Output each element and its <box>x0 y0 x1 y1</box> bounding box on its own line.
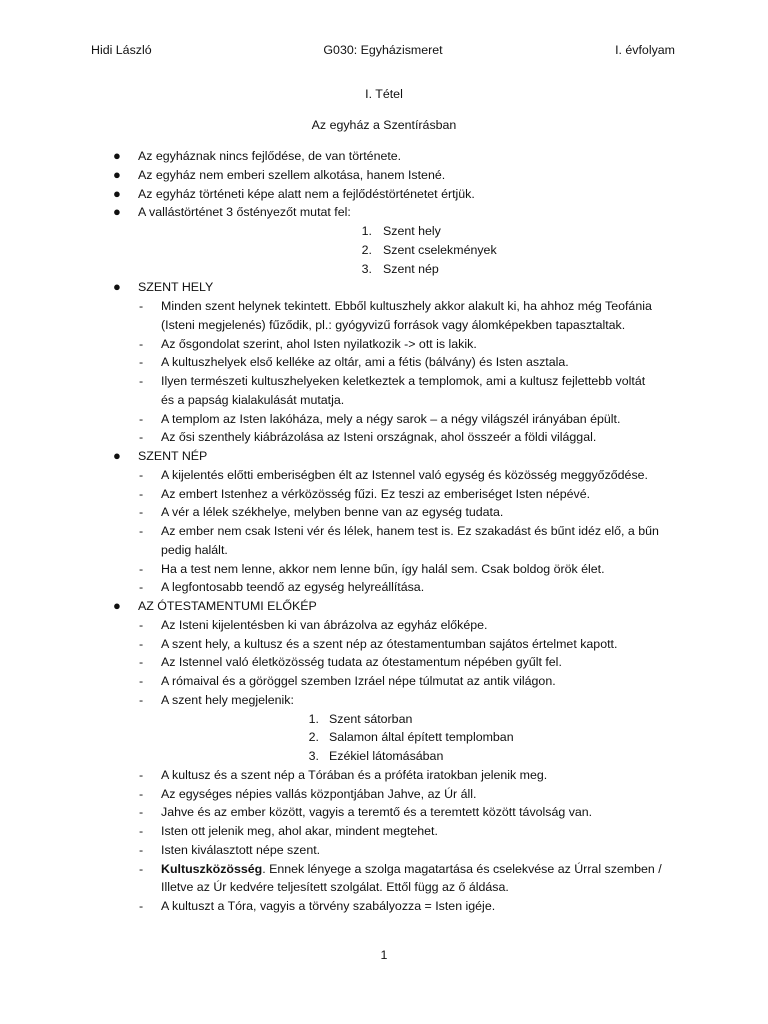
dash-marker: - <box>139 411 144 426</box>
list-item-text <box>161 860 662 879</box>
dash-marker: - <box>139 355 144 370</box>
list-item <box>0 222 768 241</box>
list-item-text: A templom az Isten lakóháza, mely a négy sarok – a négy világszél irányában épült. <box>161 411 621 426</box>
list-item-text: Az egyház nem emberi szellem alkotása, hanem Istené. <box>138 167 446 182</box>
list-item-text: A kultuszhelyek első kelléke az oltár, ami a fétis (bálvány) és Isten asztala. <box>161 355 569 370</box>
dash-marker: - <box>139 842 144 857</box>
text-rest: . Ennek lényege a szolga magatartása és cselekvése az Úrral szemben / <box>262 861 662 876</box>
dash-marker: - <box>139 786 144 801</box>
list-item-text: Az egyháznak nincs fejlődése, de van története. <box>138 149 402 163</box>
dash-marker: - <box>139 805 144 820</box>
list-item-continuation <box>0 391 768 410</box>
bullet-marker: ● <box>113 166 121 182</box>
list-item <box>0 747 768 766</box>
list-item-text: Az ember nem csak Isteni vér és lélek, hanem test is. Ez szakadást és bűnt idéz elő, a bűn <box>161 524 659 538</box>
list-item <box>0 728 768 747</box>
list-item-text: Ha a test nem lenne, akkor nem lenne bűn, így halál sem. Csak boldog örök élet. <box>161 561 605 576</box>
header-course: G030: Egyházismeret <box>323 43 443 57</box>
list-item <box>0 597 768 616</box>
list-item-text: Szent cselekmények <box>383 242 497 257</box>
page-subtitle: Az egyház a Szentírásban <box>311 118 457 132</box>
list-item <box>0 447 768 466</box>
dash-marker: - <box>139 899 144 913</box>
list-item-text: Illetve az Úr kedvére teljesített szolgálat. Ettől függ az ő áldása. <box>161 880 509 895</box>
dash-marker: - <box>139 374 144 388</box>
bold-term: Kultuszközösség <box>161 861 263 876</box>
dash-marker: - <box>139 674 144 688</box>
list-item <box>0 691 768 710</box>
list-item-text: Az Isteni kijelentésben ki van ábrázolva az egyház előképe. <box>161 617 488 632</box>
list-item <box>0 766 768 785</box>
dash-marker: - <box>139 486 144 501</box>
number-marker: 2. <box>308 730 319 745</box>
list-item <box>0 203 768 222</box>
list-item <box>0 785 768 804</box>
list-item <box>0 466 768 485</box>
number-marker: 1. <box>361 224 372 238</box>
list-item-text: Az egységes népies vallás központjában Jahve, az Úr áll. <box>161 786 477 801</box>
list-item-text: Az ősi szenthely kiábrázolása az Isteni országnak, ahol összeér a földi világgal. <box>161 430 597 445</box>
list-item-text: Minden szent helynek tekintett. Ebből kultuszhely akkor alakult ki, ha ahhoz még Teofánia <box>161 299 652 313</box>
list-item-text: Ezékiel látomásában <box>329 749 444 763</box>
list-item <box>0 635 768 654</box>
list-item <box>0 335 768 354</box>
page-header <box>91 43 675 61</box>
list-item-text: Az Istennel való életközösség tudata az ótestamentum népében gyűlt fel. <box>161 655 562 670</box>
dash-marker: - <box>139 655 144 670</box>
list-item <box>0 710 768 729</box>
page-title: I. Tétel <box>365 87 403 101</box>
list-item-text: Isten kiválasztott népe szent. <box>161 842 321 857</box>
dash-marker: - <box>139 430 144 445</box>
list-item <box>0 672 768 691</box>
list-item-text: Szent nép <box>383 261 439 276</box>
list-item-text: A vallástörténet 3 őstényezőt mutat fel: <box>138 205 351 220</box>
list-item-text: A kijelentés előtti emberiségben élt az Istennel való egység és közösség meggyőződése. <box>161 467 648 482</box>
list-item-text: Salamon által épített templomban <box>329 730 514 745</box>
list-item <box>0 166 768 185</box>
list-item <box>0 185 768 204</box>
header-year: I. évfolyam <box>615 43 675 57</box>
list-item-text: A rómaival és a göröggel szemben Izráel népe túlmutat az antik világon. <box>161 674 556 688</box>
dash-marker: - <box>139 767 144 782</box>
dash-marker: - <box>139 467 144 482</box>
list-item-text: (Isteni megjelenés) fűződik, pl.: gyógyvizű források vagy álomképekben tapasztaltak. <box>161 317 626 332</box>
page-number: 1 <box>380 948 388 962</box>
bullet-marker: ● <box>113 279 121 295</box>
dash-marker: - <box>139 636 144 651</box>
number-marker: 2. <box>361 242 372 257</box>
list-item-text: SZENT NÉP <box>138 449 208 463</box>
list-item <box>0 560 768 579</box>
list-item-text: Szent sátorban <box>329 711 413 726</box>
list-item-text: Az embert Istenhez a vérközösség fűzi. Ez teszi az emberiséget Isten népévé. <box>161 486 591 501</box>
list-item-text: A vér a lélek székhelye, melyben benne van az egység tudata. <box>161 505 504 520</box>
number-marker: 3. <box>361 261 372 276</box>
list-item <box>0 241 768 260</box>
list-item <box>0 372 768 391</box>
list-item <box>0 653 768 672</box>
document-body <box>0 147 768 916</box>
list-item-text: és a papság kialakulását mutatja. <box>161 392 345 407</box>
list-item-text: SZENT HELY <box>138 280 214 295</box>
list-item-text: Az ősgondolat szerint, ahol Isten nyilatkozik -> ott is lakik. <box>161 336 477 351</box>
header-author: Hidi László <box>91 43 152 57</box>
list-item <box>0 897 768 916</box>
list-item <box>0 503 768 522</box>
number-marker: 1. <box>308 711 319 726</box>
list-item-text: Az egyház történeti képe alatt nem a fejlődéstörténetet értjük. <box>138 186 475 201</box>
list-item-text: A legfontosabb teendő az egység helyreállítása. <box>161 580 425 595</box>
list-item-continuation <box>0 316 768 335</box>
list-item <box>0 860 768 879</box>
list-item-text: A kultuszt a Tóra, vagyis a törvény szabályozza = Isten igéje. <box>161 899 496 913</box>
list-item <box>0 278 768 297</box>
list-item <box>0 428 768 447</box>
bullet-marker: ● <box>113 598 121 613</box>
number-marker: 3. <box>308 749 319 763</box>
list-item-text: Szent hely <box>383 224 441 238</box>
dash-marker: - <box>139 861 144 876</box>
list-item <box>0 485 768 504</box>
list-item-text: A szent hely megjelenik: <box>161 692 294 707</box>
dash-marker: - <box>139 561 144 576</box>
dash-marker: - <box>139 336 144 351</box>
dash-marker: - <box>139 299 144 313</box>
dash-marker: - <box>139 524 144 538</box>
list-item-text: Jahve és az ember között, vagyis a teremtő és a teremtett között távolság van. <box>161 805 593 820</box>
bullet-marker: ● <box>113 448 121 463</box>
list-item <box>0 803 768 822</box>
dash-marker: - <box>139 617 144 632</box>
list-item-text: A szent hely, a kultusz és a szent nép az ótestamentumban sajátos értelmet kapott. <box>161 636 618 651</box>
dash-marker: - <box>139 580 144 595</box>
list-item-continuation <box>0 541 768 560</box>
list-item <box>0 147 768 166</box>
list-item <box>0 522 768 541</box>
list-item <box>0 616 768 635</box>
dash-marker: - <box>139 824 144 838</box>
bullet-marker: ● <box>113 185 121 201</box>
list-item <box>0 353 768 372</box>
list-item-text: Ilyen természeti kultuszhelyeken keletkeztek a templomok, ami a kultusz fejlettebb voltát <box>161 374 646 388</box>
list-item <box>0 260 768 279</box>
bullet-marker: ● <box>113 148 121 163</box>
list-item-text: AZ ÓTESTAMENTUMI ELŐKÉP <box>138 599 317 613</box>
list-item <box>0 822 768 841</box>
list-item-text: pedig halált. <box>161 542 228 557</box>
list-item <box>0 410 768 429</box>
list-item <box>0 841 768 860</box>
list-item-text: Isten ott jelenik meg, ahol akar, mindent megtehet. <box>161 824 438 838</box>
list-item-continuation <box>0 878 768 897</box>
dash-marker: - <box>139 692 144 707</box>
list-item <box>0 297 768 316</box>
list-item <box>0 578 768 597</box>
list-item-text: A kultusz és a szent nép a Tórában és a próféta iratokban jelenik meg. <box>161 767 548 782</box>
bullet-marker: ● <box>113 204 121 220</box>
dash-marker: - <box>139 505 144 520</box>
